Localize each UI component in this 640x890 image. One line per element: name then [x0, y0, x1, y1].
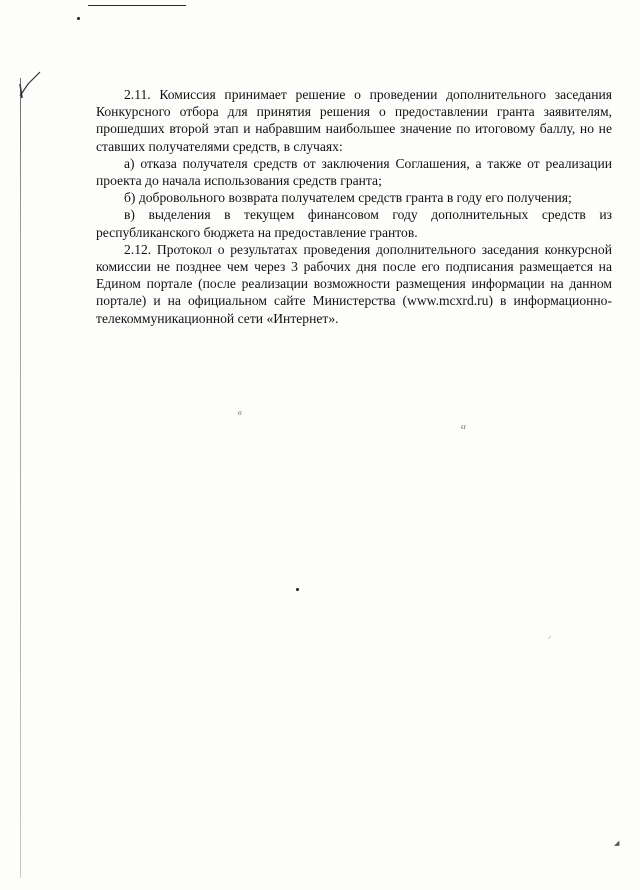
scan-left-edge-mark [18, 70, 42, 100]
paragraph-case-c: в) выделения в текущем финансовом году дополнительных средств из республиканского бюджета на предоставление грантов. [96, 207, 612, 240]
scan-top-line [88, 5, 186, 6]
paragraph-case-a: а) отказа получателя средств от заключения Соглашения, а также от реализации проекта до начала использования средств гранта; [96, 155, 612, 189]
scan-speck: ⸝ [548, 632, 552, 640]
scan-dot [296, 588, 299, 591]
document-body [96, 86, 612, 327]
scan-dot [77, 17, 80, 20]
scan-speck: ◢ [614, 839, 620, 847]
scan-speck: ϵr [461, 423, 467, 431]
paragraph-2-12: 2.12. Протокол о результатах проведения дополнительного заседания конкурсной комиссии не позднее чем через 3 рабочих дня после его подписания размещается на Едином портале (после реализации возможности размещения информации на данном портале) и на официальном сайте Министерства (www.mcxrd.ru) в информационно-телекоммуникационной сети «Интернет». [96, 241, 612, 326]
paragraph-2-11: 2.11. Комиссия принимает решение о проведении дополнительного заседания Конкурсного отбора для принятия решения о предоставлении гранта заявителям, прошедших второй этап и набравшим наибольшее значение по итоговому баллу, но не ставших получателями средств, в случаях: [96, 87, 612, 154]
scan-speck: σ [238, 409, 242, 417]
paragraph-case-b: б) добровольного возврата получателем средств гранта в году его получения; [124, 190, 572, 206]
scan-left-edge [20, 78, 21, 878]
